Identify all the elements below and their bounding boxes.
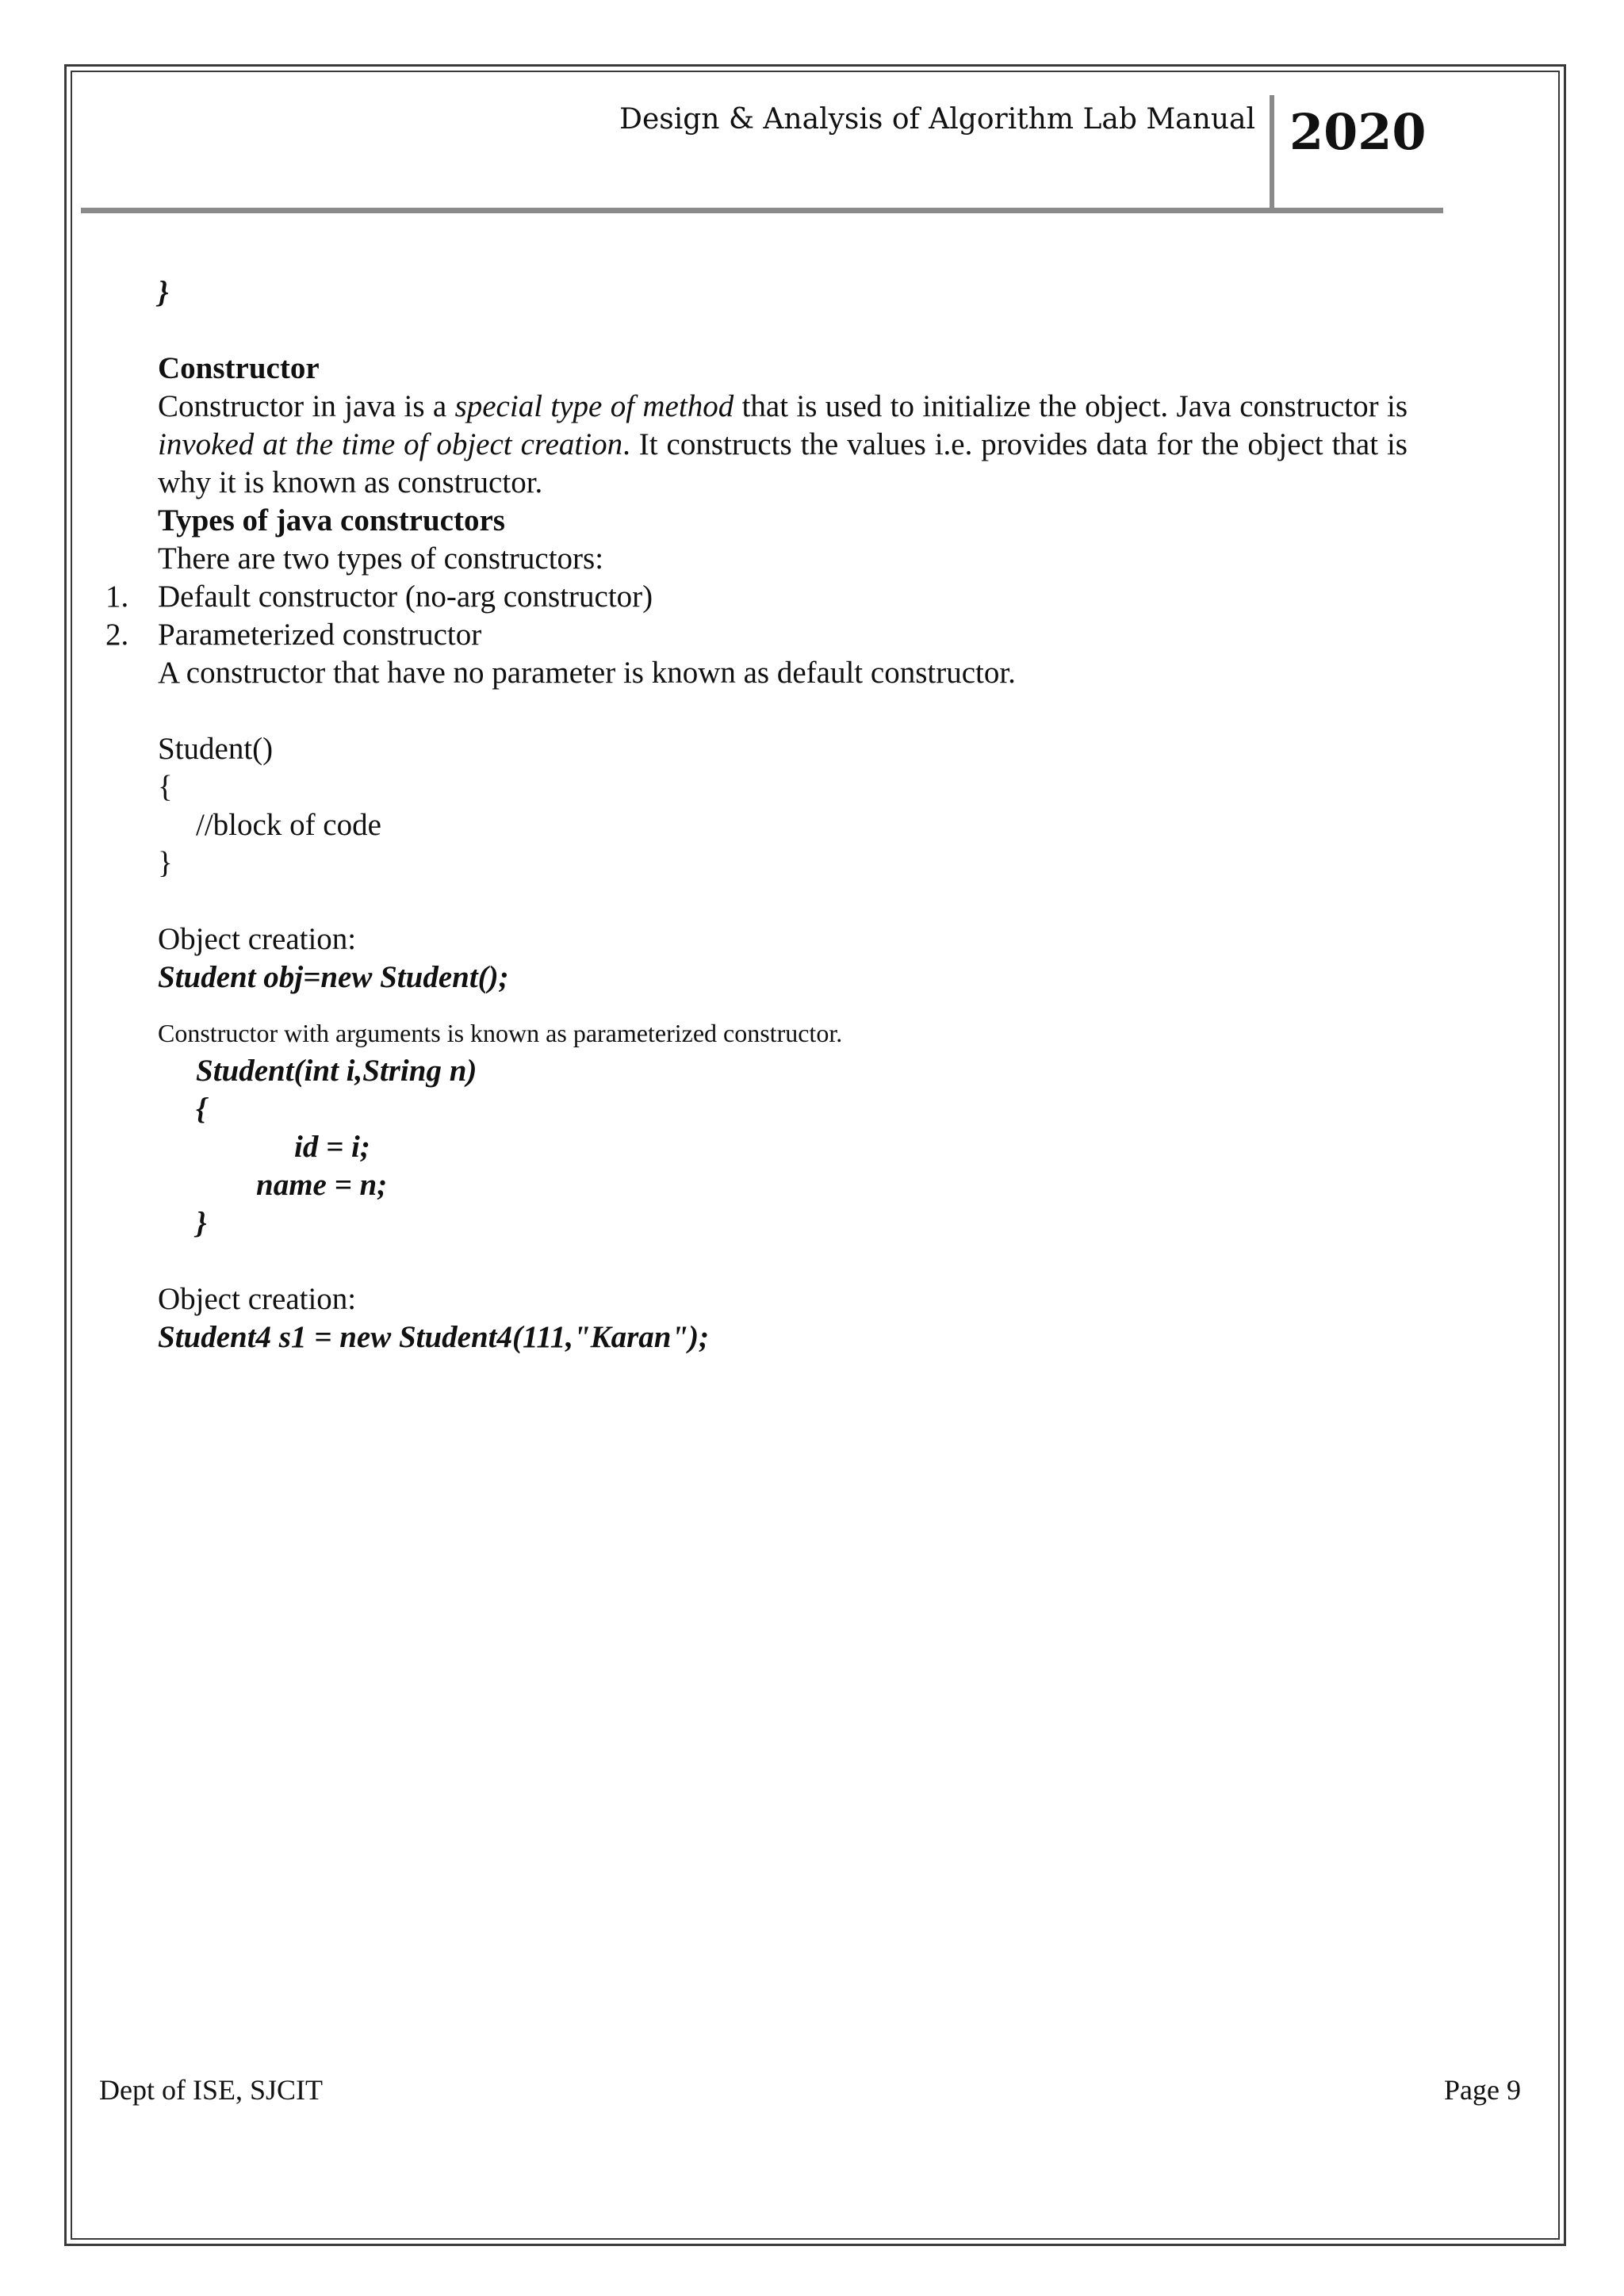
types-intro: There are two types of constructors: [158,541,604,576]
constructor-paragraph [158,388,1408,502]
code-line: Student(int i,String n) [196,1054,477,1088]
emphasis-span: invoked at the time of object creation [158,427,623,461]
header-year: 2020 [1289,103,1427,161]
types-list [105,578,1408,654]
closing-brace: } [158,275,169,309]
page-content [105,274,1408,1357]
parameterized-constructor-desc: Constructor with arguments is known as parameterized constructor. [158,1019,843,1047]
code-line: { [196,1092,207,1126]
list-number: 2. [105,618,129,652]
footer-department: Dept of ISE, SJCIT [99,2074,323,2106]
list-number: 1. [105,580,129,614]
code-line: { [158,770,173,804]
text-span: that is used to initialize the object. Java constructor is [733,389,1408,423]
object-creation-code: Student obj=new Student(); [158,960,509,994]
code-line: id = i; [294,1130,370,1164]
text-span: Constructor in java is a [158,389,455,423]
default-constructor-code [158,730,1408,882]
header-title: Design & Analysis of Algorithm Lab Manual [619,103,1255,136]
header-rule [81,208,1443,213]
object-creation-label: Object creation: [158,922,357,956]
object-creation-label: Object creation: [158,1282,357,1316]
object-creation-code: Student4 s1 = new Student4(111,"Karan"); [158,1320,710,1354]
list-item [105,616,1408,654]
list-text: Default constructor (no-arg constructor) [158,580,653,614]
constructor-heading: Constructor [158,351,320,385]
footer-page-number: Page 9 [1444,2074,1521,2106]
code-line: Student() [158,732,274,766]
list-item [105,578,1408,616]
types-heading: Types of java constructors [158,503,505,538]
list-text: Parameterized constructor [158,618,482,652]
code-line: } [158,846,173,880]
header-divider [1270,95,1274,210]
code-line: //block of code [196,808,381,842]
code-line: } [196,1206,207,1240]
default-constructor-desc: A constructor that have no parameter is known as default constructor. [158,656,1016,690]
code-line: name = n; [256,1168,388,1202]
text-span: . It constructs the values i.e. provides data for the object that is why it is known as constructor. [158,427,1408,499]
parameterized-constructor-code [158,1052,1408,1242]
emphasis-span: special type of method [454,389,734,423]
